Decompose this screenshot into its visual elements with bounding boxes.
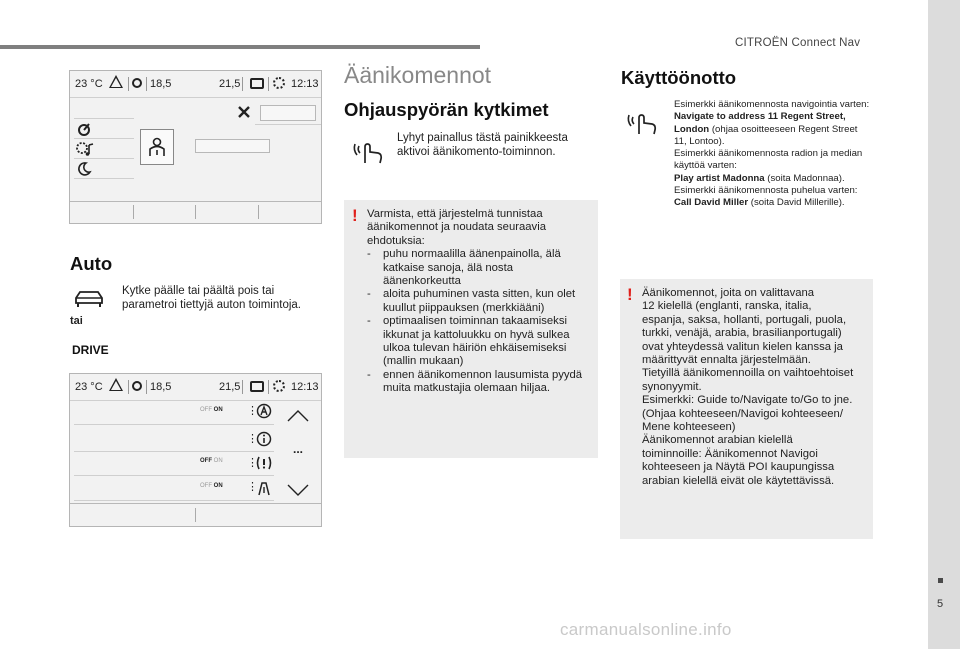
bottom-bar-divider: [70, 201, 321, 202]
header-rule: [0, 45, 480, 49]
status-separator: [146, 77, 147, 91]
example-note: (ohjaa osoitteeseen Regent Street 11, Lontoo).: [674, 123, 858, 147]
slot-box[interactable]: [195, 139, 270, 153]
location-icon: [132, 381, 142, 391]
divider: [195, 205, 196, 219]
toggle-switch[interactable]: OFF ON: [200, 483, 223, 489]
section-subtitle: Ohjauspyörän kytkimet: [344, 99, 549, 120]
settings-icon: [273, 77, 285, 89]
more-icon[interactable]: ⋮: [247, 433, 258, 445]
note-line: kohteeseen ja Näytä POI kaupungissa: [642, 461, 835, 474]
status-separator: [242, 380, 243, 394]
drive-assist-icon[interactable]: [256, 403, 272, 420]
status-separator: [128, 77, 129, 91]
example-note: (soita Madonnaa).: [764, 172, 845, 184]
note-line: 12 kielellä (englanti, ranska, italia,: [642, 300, 812, 313]
example-intro: Esimerkki äänikomennosta navigointia varten:: [674, 99, 870, 110]
status-separator: [146, 380, 147, 394]
status-separator: [128, 380, 129, 394]
alert-icon[interactable]: [255, 455, 273, 471]
note-line: Esimerkki: Guide to/Navigate to/Go to jne.: [642, 394, 853, 407]
toggle-switch[interactable]: OFF ON: [200, 458, 223, 464]
brand-label: CITROËN Connect Nav: [735, 37, 861, 49]
note-intro: Varmista, että järjestelmä tunnistaa äänikomennot ja noudata seuraavia ehdotuksia:: [367, 208, 546, 247]
divider: [74, 500, 274, 501]
divider: [195, 508, 196, 522]
end-marker-square: [938, 578, 943, 583]
location-icon: [132, 78, 142, 88]
note-line: espanja, saksa, hollanti, portugali, puola,: [642, 313, 847, 326]
bottom-bar-divider: [70, 503, 321, 504]
note-line: Äänikomennot, joita on valittavana: [642, 287, 815, 299]
chevron-up-icon[interactable]: [287, 410, 309, 422]
status-separator: [242, 77, 243, 91]
vehicle-icon: [250, 78, 264, 89]
example-intro: Esimerkki äänikomennosta radion ja median käyttöä varten:: [674, 148, 863, 172]
example-note: (soita David Millerille).: [748, 197, 845, 209]
more-icon[interactable]: ⋮: [247, 481, 258, 493]
note-line: toiminnoille: Äänikomennot Navigoi: [642, 447, 818, 460]
divider: [133, 205, 134, 219]
press-hand-icon: [352, 135, 386, 165]
note-text: [642, 287, 870, 488]
warning-icon: [109, 75, 123, 88]
status-bar: [70, 71, 321, 98]
temperature-readout-2: 21,5: [219, 381, 241, 393]
example-line: [674, 173, 870, 185]
example-line: [674, 111, 870, 148]
clock-readout: 12:13: [291, 78, 319, 90]
toggle-switch[interactable]: OFF ON: [200, 407, 223, 413]
steering-settings-icon[interactable]: [76, 121, 92, 137]
fan-readout: 18,5: [150, 78, 172, 90]
status-bar: [70, 374, 321, 401]
info-icon[interactable]: [256, 431, 272, 447]
voice-tips-note: [344, 200, 598, 458]
lane-assist-icon[interactable]: [256, 479, 272, 496]
note-line: Tietyillä äänikomennoilla on vaihtoehtoiset: [642, 367, 854, 380]
examples-text: [674, 99, 870, 210]
divider: [258, 205, 259, 219]
page-number: 5: [937, 598, 944, 610]
tips-list: [367, 248, 591, 395]
divider: [74, 158, 134, 159]
example-command: Call David Miller: [674, 197, 749, 209]
note-line: synonyymit.: [642, 380, 702, 393]
car-icon: [73, 287, 105, 309]
close-icon[interactable]: [237, 105, 251, 119]
audio-settings-icon[interactable]: [76, 141, 94, 157]
icon-caption: tai: [70, 315, 83, 327]
drive-label: DRIVE: [72, 343, 109, 357]
temperature-readout: 23 °C: [75, 78, 103, 90]
watermark: carmanualsonline.info: [560, 620, 732, 639]
divider: [74, 424, 274, 425]
more-dots[interactable]: ...: [293, 442, 304, 456]
settings-icon: [273, 380, 285, 392]
divider: [255, 124, 321, 125]
note-line: Mene kohteeseen): [642, 421, 736, 434]
example-command: Navigate to address 11 Regent Street, London: [674, 111, 846, 135]
press-hand-icon: [626, 106, 660, 136]
list-item: - optimaalisen toiminnan takaamiseksi ikkunat ja kattoluukku on hyvä sulkea ulkoa tulevan häiriön ehkäisemiseksi (mallin mukaan): [367, 315, 591, 369]
note-text: [367, 208, 591, 396]
night-mode-icon[interactable]: [76, 161, 92, 177]
status-separator: [268, 77, 269, 91]
page-sidebar: [928, 0, 960, 649]
list-item: - ennen äänikomennon lausumista pyydä muita matkustajia olemaan hiljaa.: [367, 369, 591, 396]
more-icon[interactable]: ⋮: [247, 457, 258, 469]
divider: [74, 118, 134, 119]
divider: [74, 475, 274, 476]
more-icon[interactable]: ⋮: [247, 405, 258, 417]
note-line: (Ohjaa kohteeseen/Navigoi kohteeseen/: [642, 407, 843, 420]
list-item: - aloita puhuminen vasta sitten, kun olet kuullut piippauksen (merkkiääni): [367, 288, 591, 315]
note-line: määrittyvät ennalta järjestelmään.: [642, 354, 811, 367]
note-line: arabian kielellä eivät ole käytettävissä.: [642, 474, 835, 487]
fan-readout: 18,5: [150, 381, 172, 393]
warning-exclamation-icon: !: [627, 285, 633, 304]
screen-auto-mockup: [69, 70, 322, 224]
divider: [74, 451, 274, 452]
slot-box[interactable]: [260, 105, 316, 121]
note-line: ovat yhteydessä valitun kielen kanssa ja: [642, 340, 843, 353]
page-title: Äänikomennot: [344, 62, 492, 88]
temperature-readout-2: 21,5: [219, 78, 241, 90]
start-heading: Käyttöönotto: [621, 67, 737, 88]
languages-note: [620, 279, 873, 539]
example-command: Play artist Madonna: [674, 172, 765, 184]
vehicle-icon: [250, 381, 264, 392]
press-description: Lyhyt painallus tästä painikkeesta aktivoi äänikomento-toiminnon.: [397, 132, 568, 158]
person-icon: [148, 136, 166, 158]
note-line: Äänikomennot arabian kielellä: [642, 434, 793, 447]
chevron-down-icon[interactable]: [287, 484, 309, 496]
auto-heading: Auto: [70, 253, 113, 274]
example-intro: Esimerkki äänikomennosta puhelua varten:: [674, 185, 858, 197]
note-line: turkki, venäjä, arabia, brasilianportugali): [642, 327, 842, 340]
divider: [74, 178, 134, 179]
clock-readout: 12:13: [291, 381, 319, 393]
list-item: - puhu normaalilla äänenpainolla, älä katkaise sanoja, älä nosta äänenkorkeutta: [367, 248, 591, 288]
status-separator: [268, 380, 269, 394]
screen-drive-mockup: [69, 373, 322, 527]
warning-icon: [109, 378, 123, 391]
warning-exclamation-icon: !: [352, 206, 358, 225]
driver-profile-button[interactable]: [140, 129, 174, 165]
example-line: [674, 197, 870, 209]
auto-description: Kytke päälle tai päältä pois tai parametroi tiettyjä auton toimintoja.: [122, 285, 301, 311]
temperature-readout: 23 °C: [75, 381, 103, 393]
divider: [74, 138, 134, 139]
